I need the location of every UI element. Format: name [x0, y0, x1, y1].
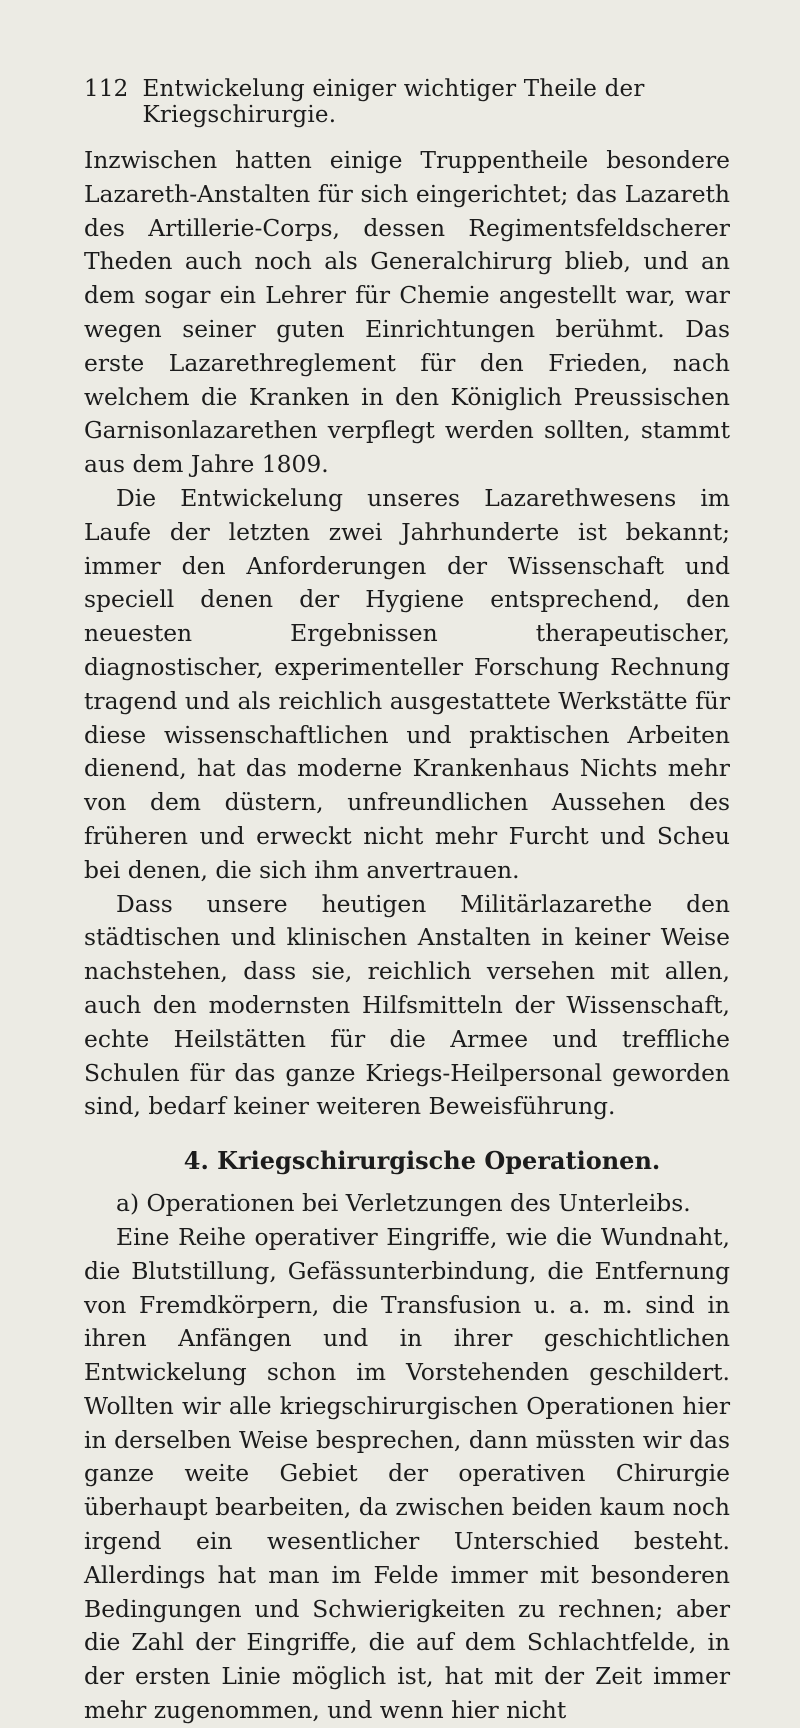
- paragraph: Eine Reihe operativer Eingriffe, wie die Wundnaht, die Blutstillung, Gefässunterbindung, die Entfernung von Fremdkörpern, die Transfusion u. a. m. sind in ihren Anfängen und in ihrer geschichtlichen Entwickelung schon im Vorstehenden geschildert. Wollten wir alle kriegschirurgischen Operationen hier in derselben Weise besprechen, dann müssten wir das ganze weite Gebiet der operativen Chirurgie überhaupt bearbeiten, da zwischen beiden kaum noch irgend ein wesentlicher Unterschied besteht. Allerdings hat man im Felde immer mit besonderen Bedingungen und Schwierigkeiten zu rechnen; aber die Zahl der Eingriffe, die auf dem Schlachtfelde, in der ersten Linie möglich ist, hat mit der Zeit immer mehr zugenommen, und wenn hier nicht: [84, 1222, 730, 1725]
- paragraph: Die Entwickelung unseres Lazarethwesens im Laufe der letzten zwei Jahrhunderte ist bekannt; immer den Anforderungen der Wissenschaft und speciell denen der Hygiene entsprechend, den neuesten Ergebnissen therapeutischer, diagnostischer, experimenteller Forschung Rechnung tragend und als reichlich ausgestattete Werkstätte für diese wissenschaftlichen und praktischen Arbeiten dienend, hat das moderne Krankenhaus Nichts mehr von dem düstern, unfreundlichen Aussehen des früheren und erweckt nicht mehr Furcht und Scheu bei denen, die sich ihm anvertrauen.: [84, 483, 730, 884]
- subsection-heading: a) Operationen bei Verletzungen des Unterleibs.: [116, 1189, 691, 1218]
- section-heading: 4. Kriegschirurgische Operationen.: [183, 1146, 661, 1176]
- running-title: Entwickelung einiger wichtiger Theile der Kriegschirurgie.: [142, 76, 645, 128]
- body-text: [84, 144, 730, 1728]
- paragraph: Inzwischen hatten einige Truppentheile besondere Lazareth-Anstalten für sich eingerichtet; das Lazareth des Artillerie-Corps, dessen Regimentsfeldscherer Theden auch noch als Generalchirurg blieb, und an dem sogar ein Lehrer für Chemie angestellt war, war wegen seiner guten Einrichtungen berühmt. Das erste Lazarethreglement für den Frieden, nach welchem die Kranken in den Königlich Preussischen Garnisonlazarethen verpflegt werden sollten, stammt aus dem Jahre 1809.: [84, 146, 730, 479]
- paragraph: Dass unsere heutigen Militärlazarethe den städtischen und klinischen Anstalten in keiner Weise nachstehen, dass sie, reichlich versehen mit allen, auch den modernsten Hilfsmitteln der Wissenschaft, echte Heilstätten für die Armee und treffliche Schulen für das ganze Kriegs-Heilpersonal geworden sind, bedarf keiner weiteren Beweisführung.: [84, 889, 730, 1121]
- page-number: 112: [84, 76, 129, 102]
- running-head: [84, 76, 730, 128]
